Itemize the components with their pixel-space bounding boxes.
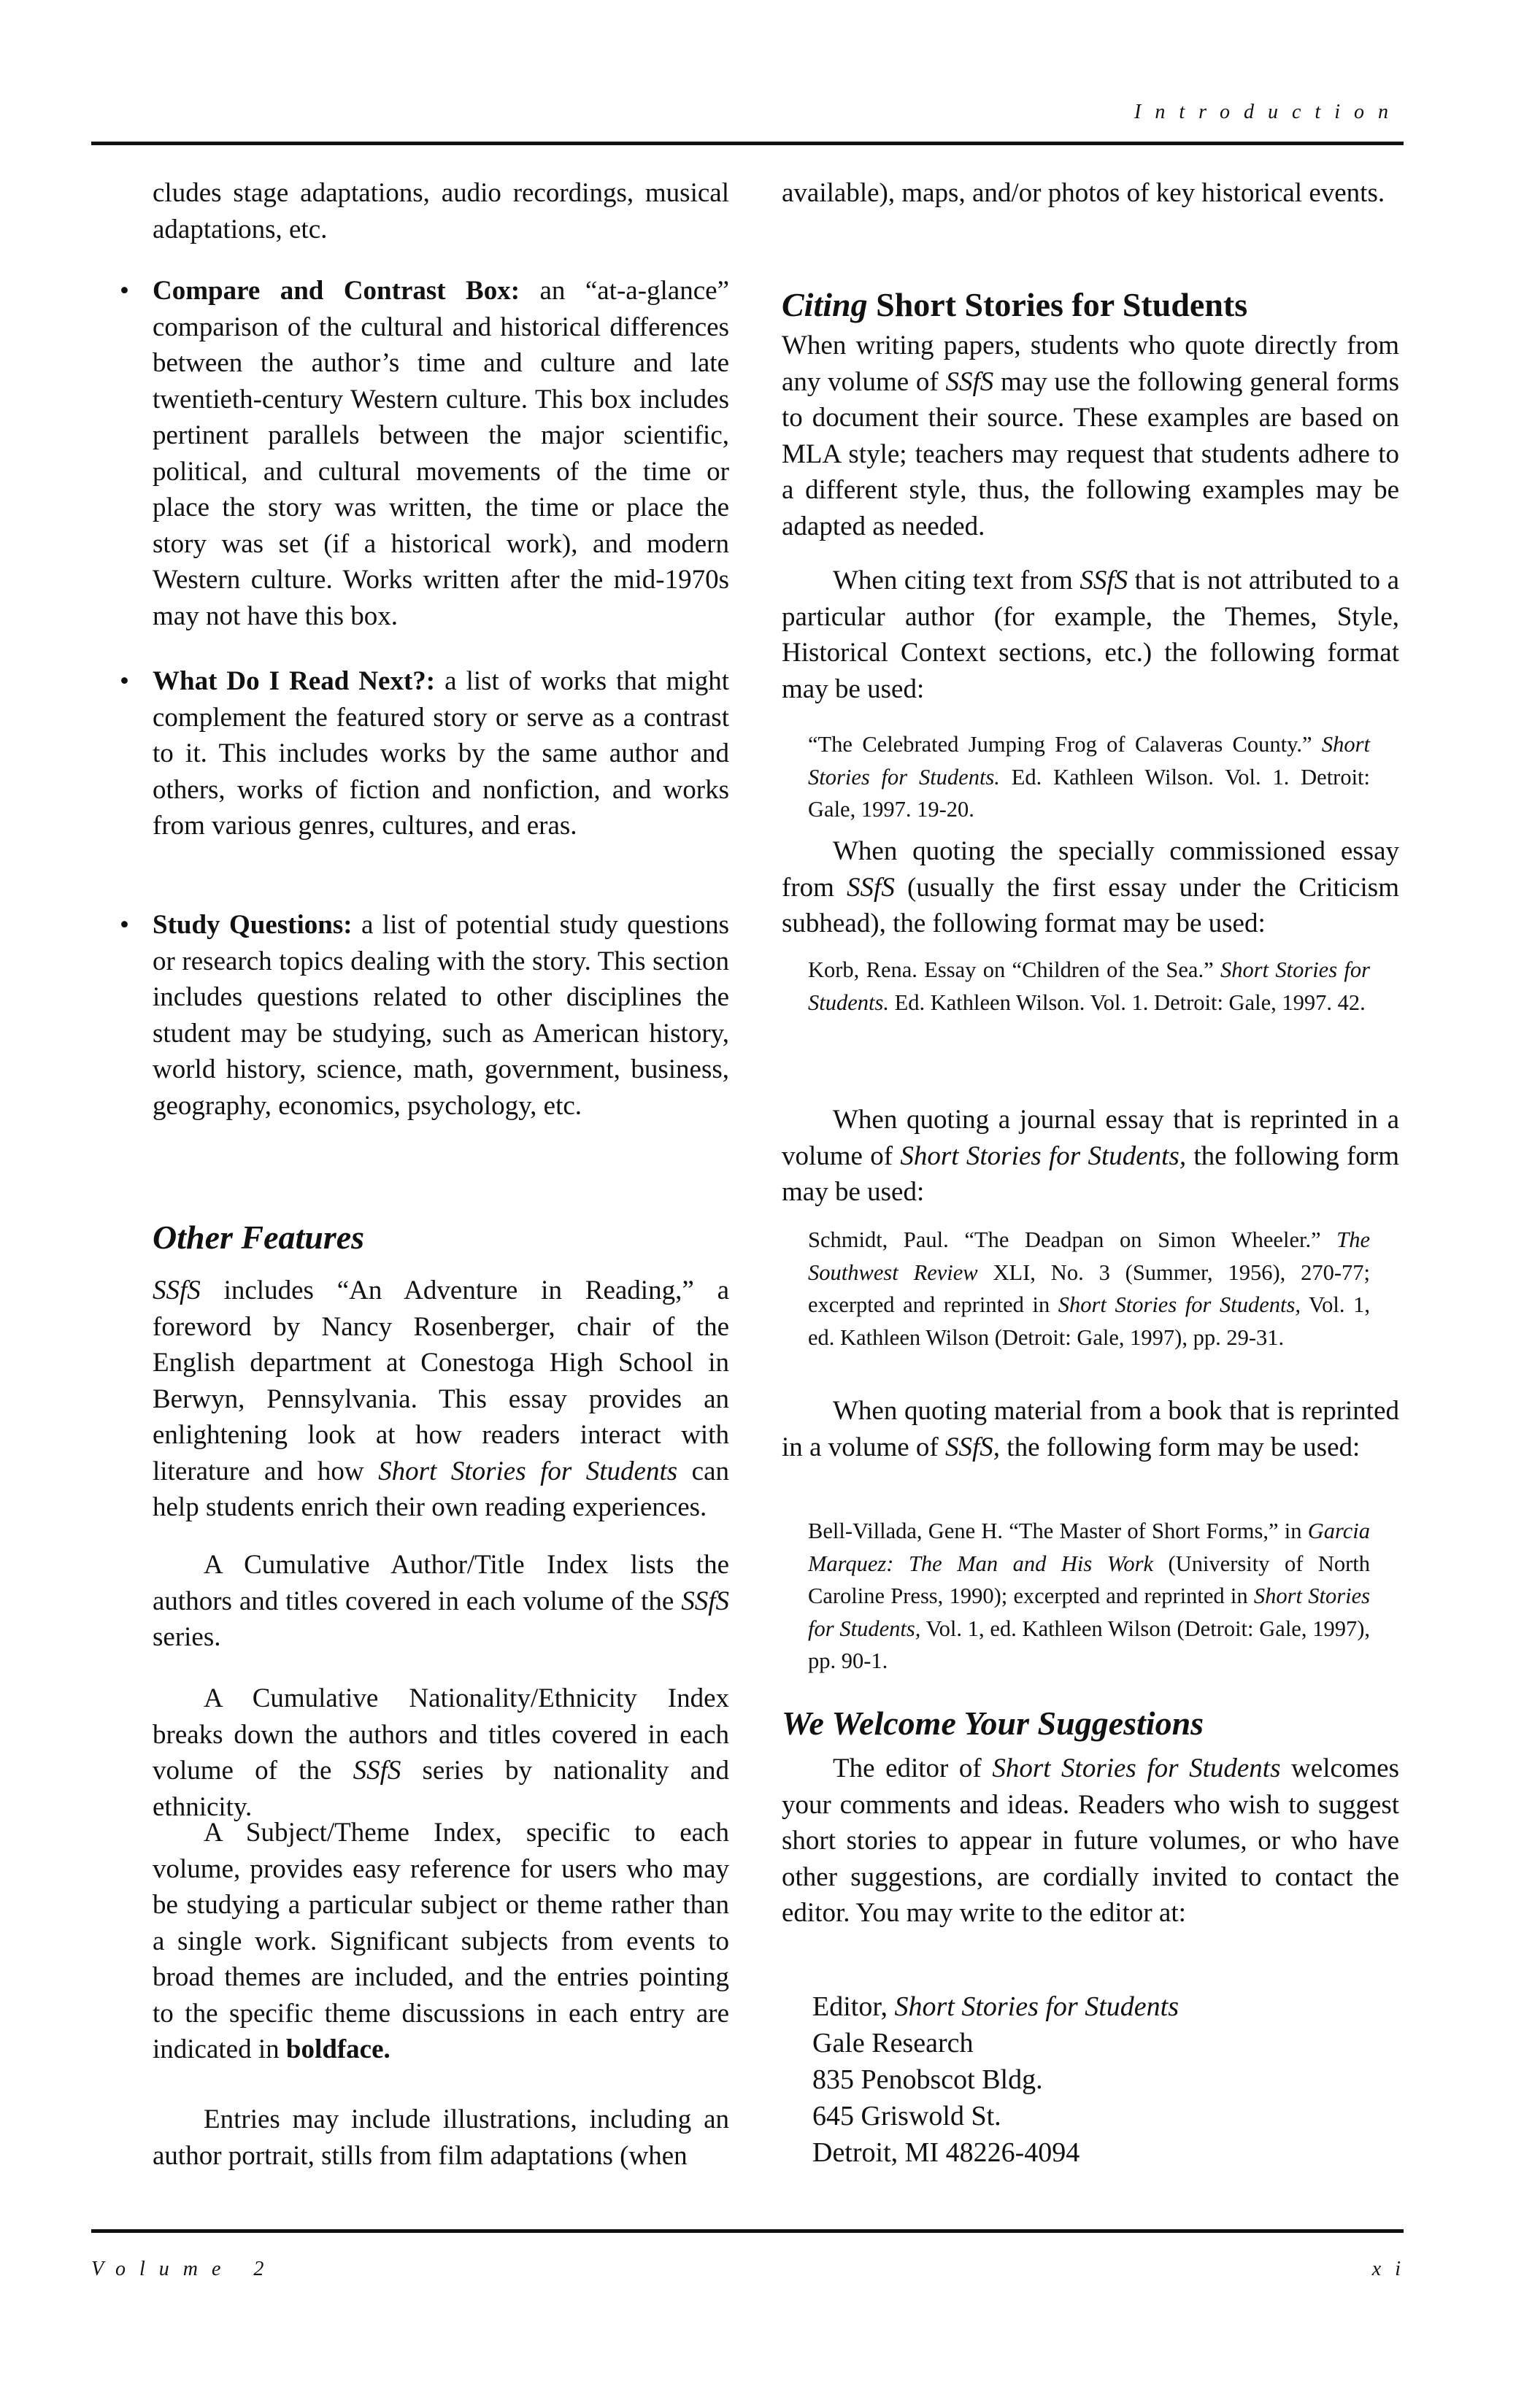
text-run: series. (153, 1622, 221, 1652)
italic-text: SSfS (1080, 566, 1128, 595)
footer-rule (91, 2229, 1404, 2233)
italic-text: Garcia Marquez: The Man and His Work (808, 1518, 1370, 1576)
text-run: Schmidt, Paul. “The Deadpan on Simon Wheeler.” (808, 1227, 1337, 1252)
running-header: Introduction (1134, 101, 1402, 123)
paragraph-book-material (782, 1393, 1399, 1465)
text-run: available), maps, and/or photos of key historical events. (782, 178, 1385, 208)
text-run: an “at-a-glance” comparison of the cultural and historical differences between the author’s time and culture and late twentieth-century Western culture. This box includes pertinent parallels between the major scientific, political, and cultural movements of the time or place the story was written, the time or place the story was set (if a historical work), and modern Western culture. Works written after the mid-1970s may not have this box. (153, 276, 729, 631)
text-run: Vol. 1, ed. Kathleen Wilson (Detroit: Gale, 1997), pp. 29-31. (808, 1292, 1370, 1350)
text-run: When quoting a journal essay that is reprinted in a volume of (782, 1105, 1399, 1171)
italic-text: Short Stories for Students (378, 1456, 678, 1486)
text-run: a list of potential study questions or research topics dealing with the story. This section includes questions related to other disciplines the student may be studying, such as American history, world history, science, math, government, business, geography, economics, psychology, etc. (153, 910, 729, 1121)
italic-text: The Southwest Review (808, 1227, 1370, 1285)
text-run: the following form may be used: (1000, 1432, 1361, 1462)
italic-text: SSfS, (945, 1432, 1001, 1462)
paragraph-ssfs-foreword (153, 1273, 729, 1526)
text-run: may use the following general forms to document their source. These examples are based on MLA style; teachers may request that students adhere to a different style, thus, the following examples may be adapted as needed. (782, 366, 1400, 541)
italic-text: SSfS (847, 872, 895, 903)
citation-example-1 (808, 728, 1370, 826)
text-run: that is not attributed to a particular author (for example, the Themes, Style, Historical Context sections, etc.) the following format may be used: (782, 566, 1399, 704)
italic-text: Short Stories for Students, (1058, 1292, 1301, 1317)
text-run: Editor, (812, 1991, 895, 2022)
bullet-study-questions (120, 907, 729, 1124)
citation-example-4 (808, 1515, 1370, 1678)
text-run: When writing papers, students who quote directly from any volume of (782, 331, 1399, 397)
text-run: A Cumulative Author/Title Index lists the authors and titles covered in each volume of the (153, 1550, 729, 1616)
italic-text: Short Stories for Students (894, 1991, 1179, 2022)
text-run: When quoting material from a book that is reprinted in a volume of (782, 1396, 1399, 1462)
heading-welcome-suggestions: We Welcome Your Suggestions (782, 1705, 1204, 1742)
paragraph-author-index (153, 1547, 729, 1656)
bold-text: What Do I Read Next?: (153, 666, 436, 696)
text-run: Ed. Kathleen Wilson. Vol. 1. Detroit: Gale, 1997. 19-20. (808, 764, 1371, 822)
text-run: (University of North Caroline Press, 1990); excerpted and reprinted in (808, 1551, 1371, 1608)
paragraph-adaptations (153, 175, 729, 247)
text-run: includes “An Adventure in Reading,” a foreword by Nancy Rosenberger, chair of the English department at Conestoga High School in Berwyn, Pennsylvania. This essay provides an enlightening look at how readers interact with literature and how (153, 1276, 729, 1486)
address-line-4: 645 Griswold St. (812, 2101, 1001, 2131)
paragraph-available (782, 175, 1399, 212)
italic-text: SSfS (681, 1586, 729, 1616)
heading-other-features: Other Features (153, 1219, 365, 1256)
footer-page-number: xi (1371, 2258, 1415, 2280)
address-line-2: Gale Research (812, 2028, 974, 2058)
text-run: When quoting the specially commissioned essay from (782, 836, 1399, 903)
bold-text: Compare and Contrast Box: (153, 276, 520, 306)
editor-address (812, 1988, 1179, 2171)
italic-text: SSfS (353, 1756, 401, 1786)
header-rule (91, 142, 1404, 145)
paragraph-journal-essay (782, 1102, 1399, 1211)
paragraph-editor (782, 1751, 1399, 1932)
text-run: A Subject/Theme Index, specific to each volume, provides easy reference for users who may be studying a particular subject or theme rather than a single work. Significant subjects from events to broad themes are included, and the entries pointing to the specific theme discussions in each entry are indicated in (153, 1818, 729, 2064)
italic-text: Short Stories for Students. (808, 957, 1370, 1015)
text-run: Vol. 1, ed. Kathleen Wilson (Detroit: Gale, 1997), pp. 90-1. (808, 1616, 1371, 1673)
bullet-icon: • (120, 910, 129, 940)
address-line-1 (812, 1988, 1179, 2025)
text-run: When citing text from (833, 566, 1080, 595)
bold-text: boldface. (285, 2034, 390, 2064)
address-line-3: 835 Penobscot Bldg. (812, 2064, 1043, 2095)
text-run: the following form may be used: (782, 1141, 1399, 1207)
address-line-5: Detroit, MI 48226-4094 (812, 2137, 1080, 2168)
text-run: Bell-Villada, Gene H. “The Master of Short Forms,” in (808, 1518, 1308, 1543)
text-run: can help students enrich their own reading experiences. (153, 1456, 729, 1522)
paragraph-citing-text (782, 563, 1399, 707)
bullet-icon: • (120, 276, 129, 306)
heading-citing (782, 285, 1247, 325)
text-run: Short Stories for Students (867, 286, 1248, 323)
bullet-text (153, 276, 729, 631)
paragraph-commissioned-essay (782, 833, 1399, 942)
paragraph-entries (153, 2102, 729, 2174)
citation-example-2 (808, 954, 1370, 1019)
italic-text: SSfS (153, 1276, 201, 1305)
paragraph-nationality-index (153, 1680, 729, 1825)
text-run: “The Celebrated Jumping Frog of Calaveras County.” (808, 732, 1322, 757)
italic-text: Short Stories for Students, (808, 1583, 1370, 1641)
bold-text: Study Questions: (153, 910, 353, 940)
bullet-what-next (120, 663, 729, 844)
text-run: A Cumulative Nationality/Ethnicity Index breaks down the authors and titles covered in each volume of the (153, 1683, 729, 1786)
paragraph-writing-papers (782, 328, 1399, 544)
bullet-icon: • (120, 666, 129, 696)
text-run: The editor of (833, 1753, 993, 1783)
paragraph-subject-index (153, 1815, 729, 2068)
italic-text: Short Stories for Students (992, 1753, 1281, 1783)
italic-text: Short Stories for Students, (900, 1141, 1187, 1171)
italic-text: Citing (782, 286, 868, 323)
bullet-text (153, 910, 729, 1121)
text-run: Entries may include illustrations, including an author portrait, stills from film adaptations (when (153, 2104, 729, 2171)
text-run: XLI, No. 3 (Summer, 1956), 270-77; excerpted and reprinted in (808, 1259, 1370, 1317)
text-run: series by nationality and ethnicity. (153, 1756, 729, 1822)
citation-example-3 (808, 1224, 1370, 1354)
bullet-text (153, 666, 729, 841)
footer-volume: Volume 2 (91, 2258, 278, 2280)
italic-text: SSfS (945, 366, 994, 397)
text-run: (usually the first essay under the Criticism subhead), the following format may be used: (782, 872, 1399, 938)
text-run: cludes stage adaptations, audio recordings, musical adaptations, etc. (153, 178, 729, 244)
text-run: Ed. Kathleen Wilson. Vol. 1. Detroit: Gale, 1997. 42. (888, 989, 1366, 1015)
text-run: Korb, Rena. Essay on “Children of the Sea.” (808, 957, 1220, 982)
text-run: a list of works that might complement the featured story or serve as a contrast to it. This includes works by the same author and others, works of fiction and nonfiction, and works from various genres, cultures, and eras. (153, 666, 729, 841)
text-run: welcomes your comments and ideas. Readers who wish to suggest short stories to appear in future volumes, or who have other suggestions, are cordially invited to contact the editor. You may write to the editor at: (782, 1753, 1399, 1928)
bullet-compare-contrast (120, 273, 729, 634)
italic-text: Short Stories for Students. (808, 732, 1370, 790)
